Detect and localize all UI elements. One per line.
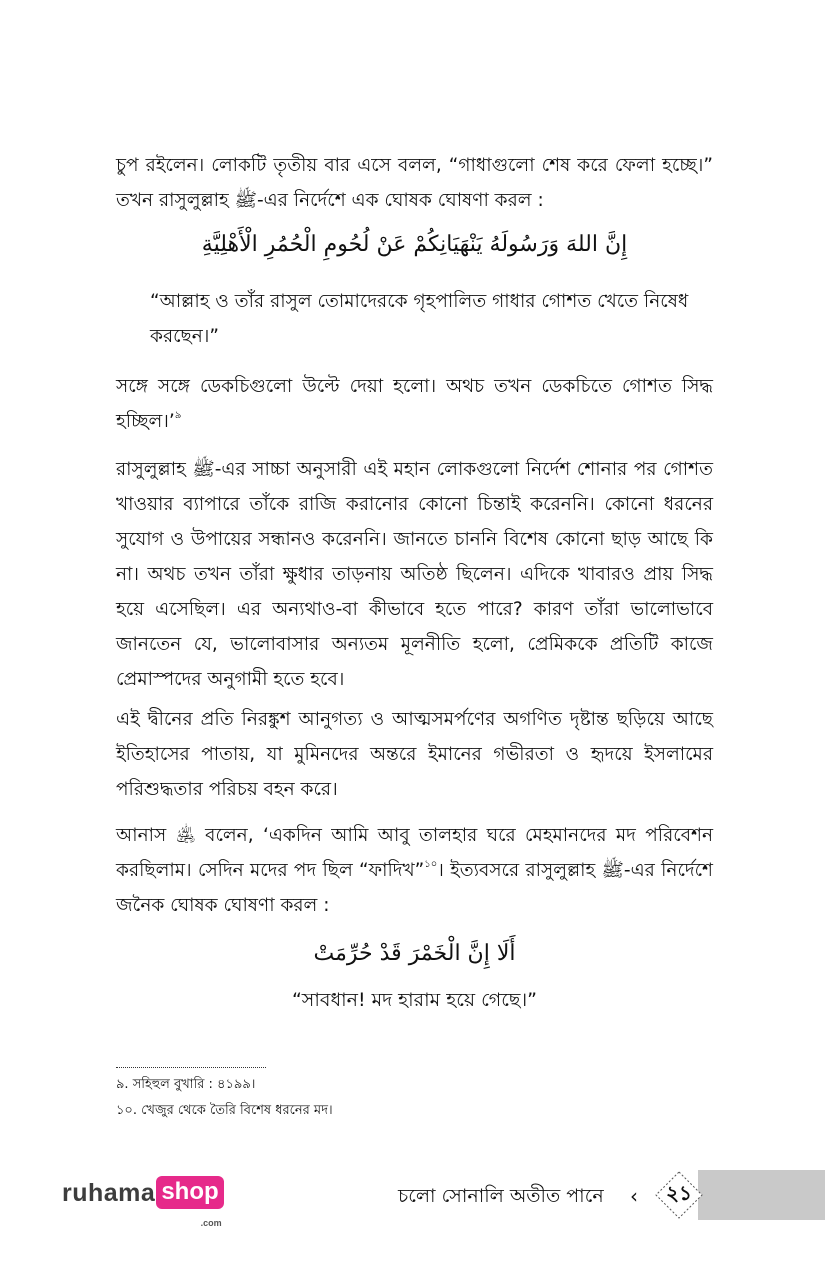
logo-suffix: .com: [200, 1218, 222, 1228]
page-number-badge: [654, 1170, 704, 1220]
running-footer-title: চলো সোনালি অতীত পানে: [398, 1185, 604, 1207]
logo-shop-badge: [156, 1176, 223, 1228]
footnote-divider: [116, 1067, 266, 1068]
footnote-ref-10: ১০: [424, 858, 438, 870]
paragraph-2-text: সঙ্গে সঙ্গে ডেকচিগুলো উল্টে দেয়া হলো। অথচ তখন ডেকচিতে গোশত সিদ্ধ হচ্ছিল।’: [116, 376, 713, 432]
paragraph-5-text-b: । ইত্যবসরে রাসুলুল্লাহ ﷺ-এর নির্দেশে জনৈক ঘোষক ঘোষণা করল :: [116, 860, 713, 916]
paragraph-5-text-a: আনাস ﵁ বলেন, ‘একদিন আমি আবু তালহার ঘরে মেহমানদের মদ পরিবেশন করছিলাম। সেদিন মদের পদ ছিল “ফাদিখ”: [116, 825, 713, 881]
ruhamashop-logo: [62, 1176, 224, 1228]
logo-box-text: shop: [161, 1178, 219, 1205]
footnote-ref-9: ৯: [174, 409, 182, 421]
translation-quote-2: “সাবধান! মদ হারাম হয়ে গেছে।”: [291, 989, 538, 1011]
paragraph-4: এই দ্বীনের প্রতি নিরঙ্কুশ আনুগত্য ও আত্মসমর্পণের অগণিত দৃষ্টান্ত ছড়িয়ে আছে ইতিহাসের পাতায়, যা মুমিনদের অন্তরে ইমানের গভীরতা ও হৃদয়ে ইসলামের পরিশুদ্ধতার পরিচয় বহন করে।: [116, 709, 713, 800]
paragraph-5: [116, 818, 713, 923]
translation-quote-1: “আল্লাহ ও তাঁর রাসুল তোমাদেরকে গৃহপালিত গাধার গোশত খেতে নিষেধ করছেন।”: [150, 291, 689, 347]
footnote-10: ১০. খেজুর থেকে তৈরি বিশেষ ধরনের মদ।: [116, 1103, 333, 1118]
paragraph-2: [116, 369, 713, 439]
footer-gray-bar: [698, 1170, 825, 1220]
page-number: ২১: [666, 1180, 692, 1205]
arabic-hadith-2: أَلَا إِنَّ الْخَمْرَ قَدْ حُرِّمَتْ: [313, 941, 516, 966]
logo-word: ruhama: [62, 1179, 156, 1207]
chevron-left-icon: ‹: [630, 1184, 638, 1208]
paragraph-3: রাসুলুল্লাহ ﷺ-এর সাচ্চা অনুসারী এই মহান লোকগুলো নির্দেশ শোনার পর গোশত খাওয়ার ব্যাপারে তাঁকে রাজি করানোর কোনো চিন্তাই করেননি। কোনো ধরনের সুযোগ ও উপায়ের সন্ধানও করেননি। জানতে চাননি বিশেষ কোনো ছাড় আছে কি না। অথচ তখন তাঁরা ক্ষুধার তাড়নায় অতিষ্ঠ ছিলেন। এদিকে খাবারও প্রায় সিদ্ধ হয়ে এসেছিল। এর অন্যথাও-বা কীভাবে হতে পারে? কারণ তাঁরা ভালোভাবে জানতেন যে, ভালোবাসার অন্যতম মূলনীতি হলো, প্রেমিককে প্রতিটি কাজে প্রেমাস্পদের অনুগামী হতে হবে।: [116, 459, 713, 690]
paragraph-1: চুপ রইলেন। লোকটি তৃতীয় বার এসে বলল, “গাধাগুলো শেষ করে ফেলা হচ্ছে।” তখন রাসুলুল্লাহ ﷺ-এর নির্দেশে এক ঘোষক ঘোষণা করল :: [116, 155, 713, 211]
footnote-9: ৯. সহিহুল বুখারি : ৪১৯৯।: [116, 1077, 256, 1092]
arabic-hadith-1: إِنَّ اللهَ وَرَسُولَهُ يَنْهَيَانِكُمْ عَنْ لُحُومِ الْحُمُرِ الْأَهْلِيَّةِ: [201, 232, 628, 257]
